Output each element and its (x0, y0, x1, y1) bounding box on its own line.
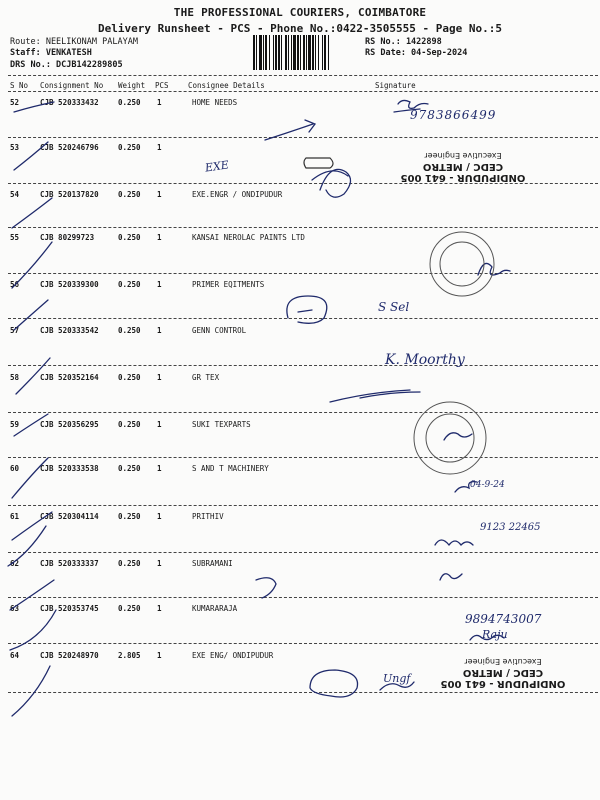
company-title: THE PROFESSIONAL COURIERS, COIMBATORE (173, 6, 427, 19)
col-consignee: Consignee Details (188, 81, 265, 90)
cell-sno: 55 (10, 233, 20, 242)
cell-wt: 0.250 (118, 280, 141, 289)
row-separator (8, 137, 598, 138)
col-signature: Signature (375, 81, 416, 90)
cell-sno: 59 (10, 420, 20, 429)
cell-wt: 0.250 (118, 98, 141, 107)
barcode-bar (293, 35, 296, 70)
barcode-bar (303, 35, 305, 70)
cell-wt: 0.250 (118, 326, 141, 335)
cell-pcs: 1 (157, 143, 162, 152)
cell-consignee: S AND T MACHINERY (192, 464, 269, 473)
barcode-bar (278, 35, 280, 70)
col-pcs: PCS (155, 81, 169, 90)
hw-date-60: 04-9-24 (470, 480, 505, 490)
hw-note-61: 9123 22465 (480, 522, 541, 533)
hw-name-63: Raju (482, 628, 508, 641)
cell-pcs: 1 (157, 464, 162, 473)
barcode (253, 35, 355, 70)
cell-cn: CJB 520248970 (40, 651, 99, 660)
cell-cn: CJB 520137820 (40, 190, 99, 199)
rs-number: RS No.: 1422898 (365, 37, 442, 47)
row-separator (8, 365, 598, 366)
cell-cn: CJB 520352164 (40, 373, 99, 382)
barcode-bar (285, 35, 287, 70)
cell-wt: 0.250 (118, 420, 141, 429)
staff-label: Staff: VENKATESH (10, 48, 92, 58)
rs-date: RS Date: 04-Sep-2024 (365, 48, 468, 58)
hw-note-64: Ungf (383, 672, 411, 685)
row-separator (8, 597, 598, 598)
stamp-cedc-bottom (418, 656, 588, 689)
cell-consignee: PRITHIV (192, 512, 224, 521)
cell-pcs: 1 (157, 512, 162, 521)
cell-pcs: 1 (157, 559, 162, 568)
barcode-bar (291, 35, 292, 70)
cell-pcs: 1 (157, 420, 162, 429)
cell-consignee: EXE.ENGR / ONDIPUDUR (192, 190, 283, 199)
barcode-bar (256, 35, 257, 70)
cell-sno: 62 (10, 559, 20, 568)
cell-sno: 60 (10, 464, 20, 473)
col-consignment: Consignment No (40, 81, 104, 90)
cell-consignee: EXE ENG/ ONDIPUDUR (192, 651, 274, 660)
cell-cn: CJB 80299723 (40, 233, 95, 242)
row-separator (8, 412, 598, 413)
cell-wt: 0.250 (118, 143, 141, 152)
cell-consignee: HOME NEEDS (192, 98, 238, 107)
barcode-bar (306, 35, 307, 70)
cell-sno: 54 (10, 190, 20, 199)
cell-cn: CJB 520333538 (40, 464, 99, 473)
cell-cn: CJB 520333337 (40, 559, 99, 568)
cell-consignee: SUBRAMANI (192, 559, 233, 568)
cell-pcs: 1 (157, 326, 162, 335)
hw-sig-57: K. Moorthy (385, 352, 465, 368)
row-separator (8, 505, 598, 506)
cell-wt: 0.250 (118, 190, 141, 199)
barcode-bar (259, 35, 262, 70)
barcode-bar (300, 35, 301, 70)
cell-consignee: SUKI TEXPARTS (192, 420, 251, 429)
barcode-bar (308, 35, 311, 70)
stamp-cedc-top-line3: Executive Engineer (424, 151, 502, 160)
cell-sno: 53 (10, 143, 20, 152)
drs-number: DRS No.: DCJB142289805 (10, 60, 123, 70)
stamp-cedc-bottom-line3: Executive Engineer (464, 657, 542, 666)
stamp-cedc-bottom-line2: CEDC / METRO (462, 667, 544, 678)
stamp-cedc-top-line2: CEDC / METRO (422, 161, 504, 172)
barcode-bar (273, 35, 274, 70)
route-label: Route: NEELIKONAM PALAYAM (10, 37, 138, 47)
cell-consignee: KANSAI NEROLAC PAINTS LTD (192, 233, 305, 242)
cell-pcs: 1 (157, 233, 162, 242)
header-rule-bottom (8, 91, 598, 92)
cell-consignee: KUMARARAJA (192, 604, 238, 613)
barcode-bar (328, 35, 329, 70)
cell-sno: 61 (10, 512, 20, 521)
cell-sno: 56 (10, 280, 20, 289)
cell-consignee: GENN CONTROL (192, 326, 247, 335)
cell-sno: 63 (10, 604, 20, 613)
cell-pcs: 1 (157, 190, 162, 199)
cell-wt: 0.250 (118, 604, 141, 613)
barcode-bar (263, 35, 264, 70)
col-weight: Weight (118, 81, 146, 90)
row-separator (8, 552, 598, 553)
cell-cn: CJB 520356295 (40, 420, 99, 429)
row-separator (8, 227, 598, 228)
hw-phone-52: 9783866499 (410, 108, 497, 122)
barcode-bar (265, 35, 267, 70)
row-separator (8, 692, 598, 693)
cell-sno: 64 (10, 651, 20, 660)
cell-wt: 2.805 (118, 651, 141, 660)
cell-pcs: 1 (157, 98, 162, 107)
barcode-bar (322, 35, 323, 70)
row-separator (8, 183, 598, 184)
cell-cn: CJB 520353745 (40, 604, 99, 613)
cell-cn: CJB 520246796 (40, 143, 99, 152)
cell-wt: 0.250 (118, 512, 141, 521)
barcode-bar (324, 35, 326, 70)
row-separator (8, 643, 598, 644)
cell-sno: 52 (10, 98, 20, 107)
cell-sno: 57 (10, 326, 20, 335)
cell-wt: 0.250 (118, 373, 141, 382)
cell-pcs: 1 (157, 604, 162, 613)
cell-wt: 0.250 (118, 233, 141, 242)
cell-pcs: 1 (157, 651, 162, 660)
stamp-cedc-top (378, 150, 548, 183)
row-separator (8, 457, 598, 458)
cell-wt: 0.250 (118, 559, 141, 568)
hw-phone-63: 9894743007 (465, 612, 542, 626)
cell-consignee: GR TEX (192, 373, 220, 382)
col-sno: S No (10, 81, 29, 90)
cell-cn: CJB 520304114 (40, 512, 99, 521)
barcode-bar (312, 35, 314, 70)
stamp-cedc-bottom-line1: ONDIPUDUR - 641 005 (440, 678, 566, 689)
cell-cn: CJB 520333432 (40, 98, 99, 107)
barcode-bar (269, 35, 270, 70)
row-separator (8, 318, 598, 319)
cell-cn: CJB 520339300 (40, 280, 99, 289)
cell-pcs: 1 (157, 280, 162, 289)
hw-note-53: EXE (204, 158, 230, 175)
barcode-bar (275, 35, 277, 70)
barcode-bar (281, 35, 282, 70)
barcode-bar (318, 35, 319, 70)
header-rule-top (8, 75, 598, 76)
runsheet-subtitle: Delivery Runsheet - PCS - Phone No.:0422-3505555 - Page No.:5 (98, 22, 502, 35)
barcode-bar (297, 35, 299, 70)
barcode-bar (315, 35, 316, 70)
cell-sno: 58 (10, 373, 20, 382)
barcode-bar (253, 35, 255, 70)
row-separator (8, 273, 598, 274)
cell-wt: 0.250 (118, 464, 141, 473)
barcode-bar (288, 35, 289, 70)
cell-cn: CJB 520333542 (40, 326, 99, 335)
hw-sig-56: S Sel (378, 300, 410, 314)
cell-consignee: PRIMER EQITMENTS (192, 280, 265, 289)
cell-pcs: 1 (157, 373, 162, 382)
stamp-cedc-top-line1: ONDIPUDUR - 641 005 (400, 172, 526, 183)
